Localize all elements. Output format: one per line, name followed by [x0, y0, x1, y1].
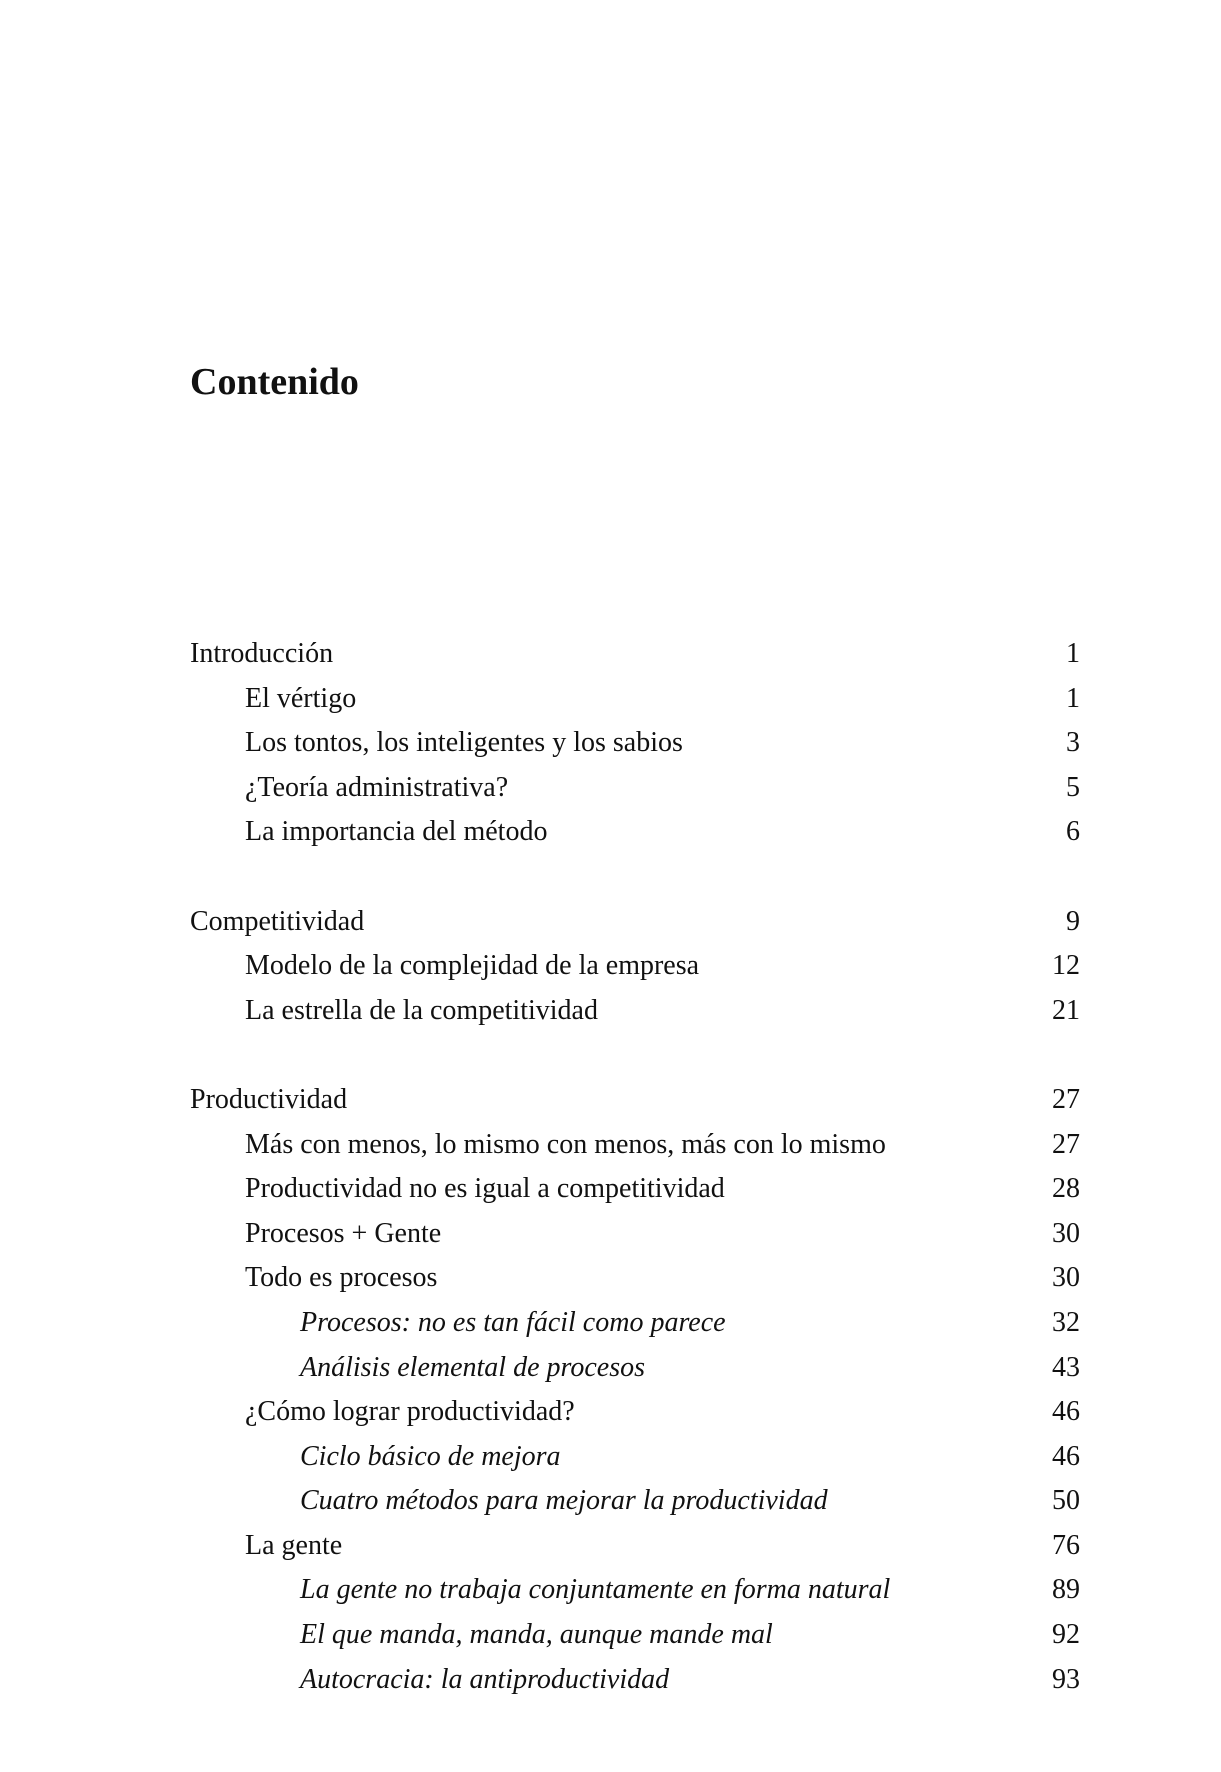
toc-entry[interactable] [190, 1078, 1080, 1123]
toc-entry-page: 1 [1066, 638, 1080, 669]
toc-entry-title: El que manda, manda, aunque mande mal [300, 1619, 773, 1651]
toc-entry[interactable] [190, 766, 1080, 811]
toc-entry-title: Competitividad [190, 905, 365, 937]
toc-entry-title: Cuatro métodos para mejorar la productividad [300, 1485, 828, 1517]
toc-entry-title: La gente [245, 1529, 343, 1561]
toc-entry-title: Análisis elemental de procesos [300, 1351, 646, 1383]
toc-entry-page: 46 [1052, 1440, 1080, 1472]
toc-entry-page: 3 [1066, 727, 1080, 759]
toc-entry-page: 93 [1052, 1663, 1080, 1695]
toc-entry-page: 1 [1066, 682, 1080, 714]
toc-entry[interactable] [190, 1301, 1080, 1346]
toc-entry-title: ¿Teoría administrativa? [245, 771, 509, 803]
toc-entry-title: Más con menos, lo mismo con menos, más con lo mismo [245, 1128, 886, 1160]
toc-entry[interactable] [190, 632, 1080, 677]
toc-entry-title: La estrella de la competitividad [245, 994, 598, 1026]
toc-entry-page: 76 [1052, 1529, 1080, 1561]
toc-entry-title: Los tontos, los inteligentes y los sabios [245, 727, 683, 759]
toc-entry[interactable] [190, 1390, 1080, 1435]
toc-entry-page: 9 [1066, 905, 1080, 937]
toc-entry[interactable] [190, 1256, 1080, 1301]
page-title: Contenido [190, 361, 359, 403]
toc-entry[interactable] [190, 677, 1080, 722]
toc-entry-page: 92 [1052, 1619, 1080, 1651]
toc-entry-title: Procesos + Gente [245, 1217, 442, 1249]
toc-entry[interactable] [190, 989, 1080, 1034]
toc-entry-title: Modelo de la complejidad de la empresa [245, 950, 700, 982]
toc-entry-page: 5 [1066, 771, 1080, 803]
toc-entry-title: ¿Cómo lograr productividad? [245, 1396, 575, 1428]
toc-entry[interactable] [190, 1212, 1080, 1257]
table-of-contents [190, 632, 1080, 1702]
toc-entry-page: 46 [1052, 1396, 1080, 1428]
toc-entry-page: 30 [1052, 1217, 1080, 1249]
toc-entry-page: 6 [1066, 816, 1080, 848]
toc-entry-page: 43 [1052, 1351, 1080, 1383]
toc-entry-title: Todo es procesos [245, 1262, 438, 1294]
toc-entry-title: Procesos: no es tan fácil como parece [300, 1306, 726, 1338]
toc-entry[interactable] [190, 810, 1080, 855]
toc-entry-title: Ciclo básico de mejora [300, 1440, 561, 1472]
toc-entry-title: Productividad no es igual a competitividad [245, 1173, 725, 1205]
toc-entry-title: La importancia del método [245, 816, 548, 848]
toc-entry-page: 21 [1052, 994, 1080, 1026]
toc-entry-title: Autocracia: la antiproductividad [300, 1663, 670, 1695]
toc-entry-page: 30 [1052, 1262, 1080, 1294]
toc-entry[interactable] [190, 1568, 1080, 1613]
toc-entry[interactable] [190, 1167, 1080, 1212]
toc-entry[interactable] [190, 1479, 1080, 1524]
toc-entry[interactable] [190, 1123, 1080, 1168]
toc-entry[interactable] [190, 1524, 1080, 1569]
toc-entry-page: 27 [1052, 1128, 1080, 1160]
toc-entry-page: 27 [1052, 1083, 1080, 1115]
toc-entry-page: 12 [1052, 950, 1080, 982]
toc-entry-title: Introducción [190, 638, 334, 669]
toc-entry-title: Productividad [190, 1083, 348, 1115]
toc-entry[interactable] [190, 944, 1080, 989]
toc-entry[interactable] [190, 900, 1080, 945]
toc-entry[interactable] [190, 1613, 1080, 1658]
toc-entry[interactable] [190, 1658, 1080, 1703]
toc-entry-page: 28 [1052, 1173, 1080, 1205]
toc-entry-page: 89 [1052, 1574, 1080, 1606]
toc-entry-page: 32 [1052, 1306, 1080, 1338]
toc-entry[interactable] [190, 721, 1080, 766]
toc-entry[interactable] [190, 1435, 1080, 1480]
toc-entry-title: El vértigo [245, 682, 357, 714]
toc-entry-title: La gente no trabaja conjuntamente en forma natural [300, 1574, 891, 1606]
toc-entry-page: 50 [1052, 1485, 1080, 1517]
toc-entry[interactable] [190, 1346, 1080, 1391]
